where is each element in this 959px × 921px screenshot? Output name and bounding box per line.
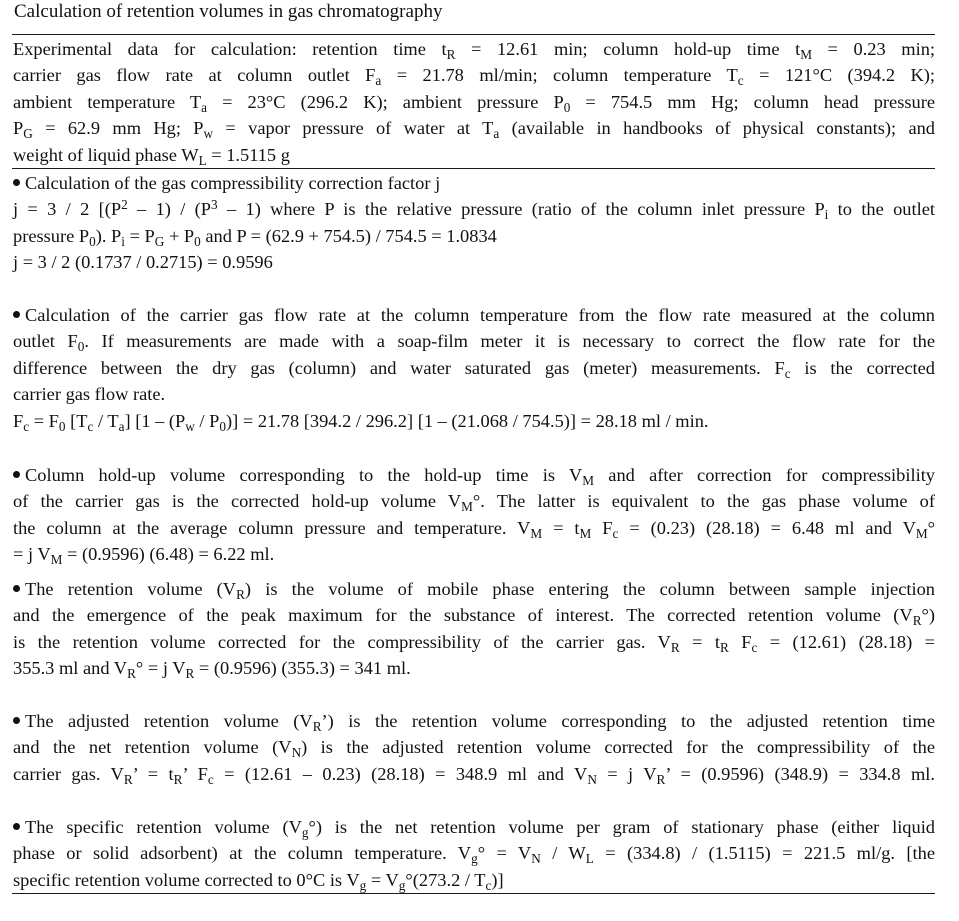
section-divider: [12, 168, 935, 169]
text-line: carrier gas. $V_R$’ = $t_R$’ $F_c = (12.61 - 0.23) (28.18) = 348.9$ ml and $V_N = j$ $V_R$’ = (0.9596) (348.9) = 334.8 ml.: [13, 763, 936, 788]
text-line: difference between the dry gas (column) and water saturated gas (meter) measurements. $F_c$ is the corrected: [13, 357, 935, 382]
compressibility-section: [13, 170, 935, 276]
text-line: and the emergence of the peak maximum for the substance of interest. The corrected retention volume $(V_R^\circ)$: [13, 605, 935, 629]
text-line: weight of liquid phase $W_L = 1.5115$ g: [13, 144, 290, 168]
text-line: of the carrier gas is the corrected hold-up volume $V_M^\circ$. The latter is equivalent to the gas phase volume of: [13, 491, 935, 515]
text-line: $F_c = F_0$ $[T_c / T_a]$ $[1 - (P_w / P_0)] = 21.78$ [394.2 / 296.2] [1 – (21.068 / 754.5)] = 28.18 ml / min.: [13, 410, 709, 434]
experimental-data-section: [13, 36, 935, 168]
text-line: outlet $F_0$. If measurements are made with a soap-film meter it is necessary to correct the flow rate for the: [13, 331, 935, 355]
text-line: $P_G = 62.9$ mm Hg; $P_w$ = vapor pressure of water at $T_a$ (available in handbooks of physical constants); and: [13, 118, 936, 142]
specific-retention-section: [13, 814, 935, 893]
bullet-icon: [13, 311, 20, 318]
holdup-volume-section: [13, 462, 935, 568]
adjusted-retention-section: [13, 708, 935, 787]
text-line: 355.3 ml and $V_R^\circ = j$ $V_R = (0.9596) (355.3) = 341$ ml.: [13, 658, 411, 682]
top-divider: [12, 34, 935, 35]
text-line: Experimental data for calculation: retention time $t_R = 12.61$ min; column hold-up time $t_M = 0.23$ min;: [13, 39, 936, 63]
text-line: carrier gas flow rate.: [13, 384, 166, 405]
text-line: pressure $P_0$). $P_i = P_G + P_0$ and P = (62.9 + 754.5) / 754.5 = 1.0834: [13, 225, 497, 250]
text-line: ambient temperature $T_a = 23^\circ C$ (296.2 K); ambient pressure $P_0 = 754.5$ mm Hg; column head pressure: [13, 91, 935, 116]
text-line: Column hold-up volume corresponding to the hold-up time is $V_M$ and after correction for compressibility: [13, 462, 935, 488]
text-line: carrier gas flow rate at column outlet $F_a = 21.78$ ml/min; column temperature $T_c = 121^\circ C$ (394.2 K);: [13, 65, 935, 89]
text-line: j = 3 / 2 [$(P^2 - 1) / (P^3 - 1)$ where P is the relative pressure (ratio of the column inlet pressure $P_i$ to the outlet: [13, 197, 935, 223]
text-line: = j $V_M = (0.9596) (6.48) = 6.22$ ml.: [13, 544, 275, 568]
bullet-icon: [13, 823, 20, 830]
flow-rate-section: [13, 302, 935, 434]
section-heading: Calculation of the gas compressibility correction factor j: [13, 170, 935, 196]
text-line: is the retention volume corrected for the compressibility of the carrier gas. $V_R = t_R$ $F_c = (12.61) (28.18)$ =: [13, 631, 935, 656]
bullet-icon: [13, 585, 20, 592]
text-line: j = 3 / 2 (0.1737 / 0.2715) = 0.9596: [13, 252, 273, 273]
text-line: the column at the average column pressure and temperature. $V_M = t_M$ $F_c = (0.23) (28.18) = 6.48$ ml and $V_M^\circ$: [13, 517, 935, 542]
text-line: phase or solid adsorbent) at the column temperature. $V_g^\circ = V_N / W_L = (334.8) / (1.5115) = 221.5$ ml/g. [the: [13, 843, 935, 867]
page-title: Calculation of retention volumes in gas chromatography: [14, 1, 443, 22]
bottom-divider: [12, 893, 935, 894]
text-line: specific retention volume corrected to 0°C is $V_g = V_g^\circ(273.2 / T_c)$]: [13, 869, 504, 894]
text-line: The adjusted retention volume $(V_R’)$ is the retention volume corresponding to the adjusted retention time: [13, 708, 935, 734]
retention-volume-section: [13, 576, 935, 682]
text-line: Calculation of the carrier gas flow rate at the column temperature from the flow rate measured at the column: [13, 302, 935, 328]
text-line: and the net retention volume $(V_N)$ is the adjusted retention volume corrected for the compressibility of the: [13, 737, 935, 761]
text-line: The specific retention volume $(V_g^\circ)$ is the net retention volume per gram of stationary phase (either liquid: [13, 814, 935, 840]
bullet-icon: [13, 179, 20, 186]
bullet-icon: [13, 471, 20, 478]
bullet-icon: [13, 717, 20, 724]
text-line: The retention volume $(V_R)$ is the volume of mobile phase entering the column between sample injection: [13, 576, 935, 602]
